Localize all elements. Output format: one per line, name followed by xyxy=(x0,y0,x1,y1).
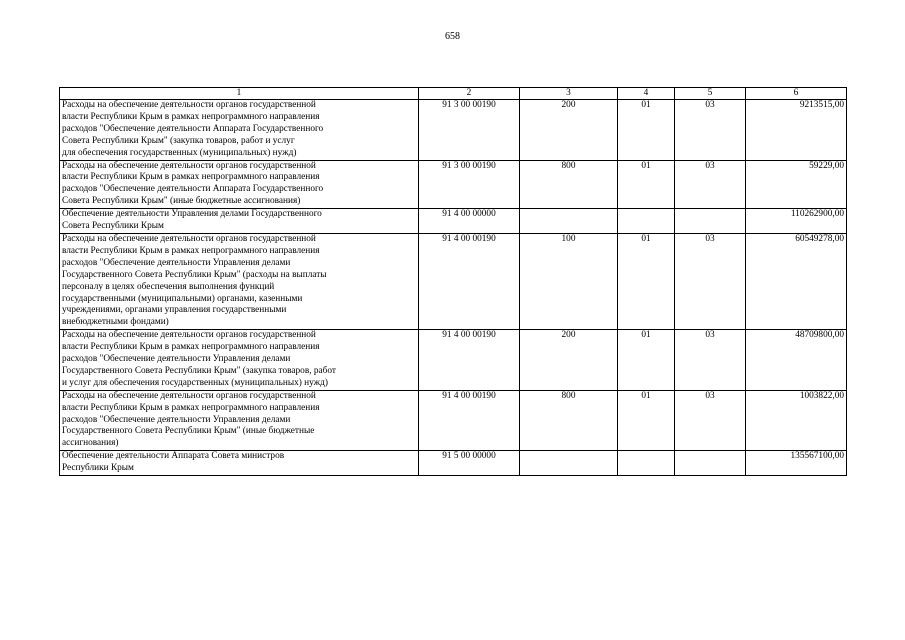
header-col-5: 5 xyxy=(675,88,746,100)
table-row xyxy=(60,330,847,391)
expense-name-cell xyxy=(60,233,419,329)
subsection-cell: 03 xyxy=(675,233,746,329)
table-row xyxy=(60,233,847,329)
budget-table xyxy=(59,87,847,476)
expense-name-line: власти Республики Крым в рамках непрограммного направления xyxy=(62,402,320,413)
expense-name-line: и услуг для обеспечения государственных (муниципальных) нужд) xyxy=(62,377,328,388)
expense-name-cell xyxy=(60,330,419,391)
table-row xyxy=(60,160,847,209)
expense-name-line: Расходы на обеспечение деятельности органов государственной xyxy=(62,160,316,171)
table-row xyxy=(60,100,847,161)
expense-name-line: Государственного Совета Республики Крым" (иные бюджетные xyxy=(62,426,315,437)
amount-cell: 9213515,00 xyxy=(746,100,847,161)
expense-name-line: Расходы на обеспечение деятельности органов государственной xyxy=(62,330,316,341)
subsection-cell: 03 xyxy=(675,330,746,391)
page-number: 658 xyxy=(445,31,460,42)
target-article-cell: 91 3 00 00190 xyxy=(419,160,520,209)
subsection-cell: 03 xyxy=(675,390,746,451)
subsection-cell xyxy=(675,451,746,476)
header-row xyxy=(60,88,847,100)
header-col-3: 3 xyxy=(520,88,618,100)
expense-name-cell xyxy=(60,390,419,451)
amount-cell: 60549278,00 xyxy=(746,233,847,329)
expense-name-line: Республики Крым xyxy=(62,463,134,474)
expense-name-line: власти Республики Крым в рамках непрограммного направления xyxy=(62,342,320,353)
expense-name-line: Государственного Совета Республики Крым" (закупка товаров, работ xyxy=(62,365,336,376)
amount-cell: 59229,00 xyxy=(746,160,847,209)
header-col-2: 2 xyxy=(419,88,520,100)
expense-name-cell xyxy=(60,100,419,161)
expense-name-line: власти Республики Крым в рамках непрограммного направления xyxy=(62,111,320,122)
expense-name-cell xyxy=(60,209,419,234)
amount-cell: 1003822,00 xyxy=(746,390,847,451)
expense-name-line: учреждениями, органами управления государственными xyxy=(62,305,287,316)
table-row xyxy=(60,390,847,451)
expense-name-line: Обеспечение деятельности Управления делами Государственного xyxy=(62,209,322,220)
amount-cell: 110262900,00 xyxy=(746,209,847,234)
expense-type-cell xyxy=(520,451,618,476)
header-col-4: 4 xyxy=(618,88,675,100)
amount-cell: 135567100,00 xyxy=(746,451,847,476)
expense-name-cell xyxy=(60,451,419,476)
expense-name-line: Обеспечение деятельности Аппарата Совета министров xyxy=(62,451,285,462)
expense-name-line: для обеспечения государственных (муниципальных) нужд) xyxy=(62,147,297,158)
expense-name-line: расходов "Обеспечение деятельности Управления делами xyxy=(62,354,291,365)
expense-type-cell: 800 xyxy=(520,160,618,209)
section-cell: 01 xyxy=(618,390,675,451)
target-article-cell: 91 4 00 00190 xyxy=(419,390,520,451)
target-article-cell: 91 4 00 00000 xyxy=(419,209,520,234)
subsection-cell: 03 xyxy=(675,100,746,161)
expense-name-line: персоналу в целях обеспечения выполнения функций xyxy=(62,281,275,292)
expense-name-line: власти Республики Крым в рамках непрограммного направления xyxy=(62,172,320,183)
amount-cell: 48709800,00 xyxy=(746,330,847,391)
section-cell: 01 xyxy=(618,100,675,161)
expense-name-line: расходов "Обеспечение деятельности Управления делами xyxy=(62,257,291,268)
expense-name-line: внебюджетными фондами) xyxy=(62,317,169,328)
expense-name-line: Государственного Совета Республики Крым" (расходы на выплаты xyxy=(62,269,327,280)
target-article-cell: 91 5 00 00000 xyxy=(419,451,520,476)
expense-type-cell xyxy=(520,209,618,234)
expense-type-cell: 200 xyxy=(520,330,618,391)
target-article-cell: 91 4 00 00190 xyxy=(419,330,520,391)
expense-name-line: ассигнования) xyxy=(62,438,119,449)
expense-name-line: расходов "Обеспечение деятельности Управления делами xyxy=(62,414,291,425)
subsection-cell: 03 xyxy=(675,160,746,209)
target-article-cell: 91 3 00 00190 xyxy=(419,100,520,161)
header-col-6: 6 xyxy=(746,88,847,100)
expense-name-line: Совета Республики Крым" (закупка товаров, работ и услуг xyxy=(62,135,295,146)
target-article-cell: 91 4 00 00190 xyxy=(419,233,520,329)
expense-type-cell: 200 xyxy=(520,100,618,161)
expense-type-cell: 100 xyxy=(520,233,618,329)
table-body xyxy=(60,100,847,476)
table-row xyxy=(60,209,847,234)
table-row xyxy=(60,451,847,476)
section-cell: 01 xyxy=(618,160,675,209)
expense-name-line: Совета Республики Крым xyxy=(62,221,164,232)
expense-name-line: государственными (муниципальными) органами, казенными xyxy=(62,293,303,304)
section-cell: 01 xyxy=(618,233,675,329)
expense-type-cell: 800 xyxy=(520,390,618,451)
expense-name-line: Совета Республики Крым" (иные бюджетные ассигнования) xyxy=(62,196,301,207)
expense-name-line: расходов "Обеспечение деятельности Аппарата Государственного xyxy=(62,184,324,195)
subsection-cell xyxy=(675,209,746,234)
section-cell: 01 xyxy=(618,330,675,391)
expense-name-line: власти Республики Крым в рамках непрограммного направления xyxy=(62,245,320,256)
expense-name-line: Расходы на обеспечение деятельности органов государственной xyxy=(62,233,316,244)
section-cell xyxy=(618,209,675,234)
expense-name-line: Расходы на обеспечение деятельности органов государственной xyxy=(62,100,316,110)
section-cell xyxy=(618,451,675,476)
expense-name-cell xyxy=(60,160,419,209)
expense-name-line: расходов "Обеспечение деятельности Аппарата Государственного xyxy=(62,123,324,134)
expense-name-line: Расходы на обеспечение деятельности органов государственной xyxy=(62,390,316,401)
header-col-1: 1 xyxy=(60,88,419,100)
